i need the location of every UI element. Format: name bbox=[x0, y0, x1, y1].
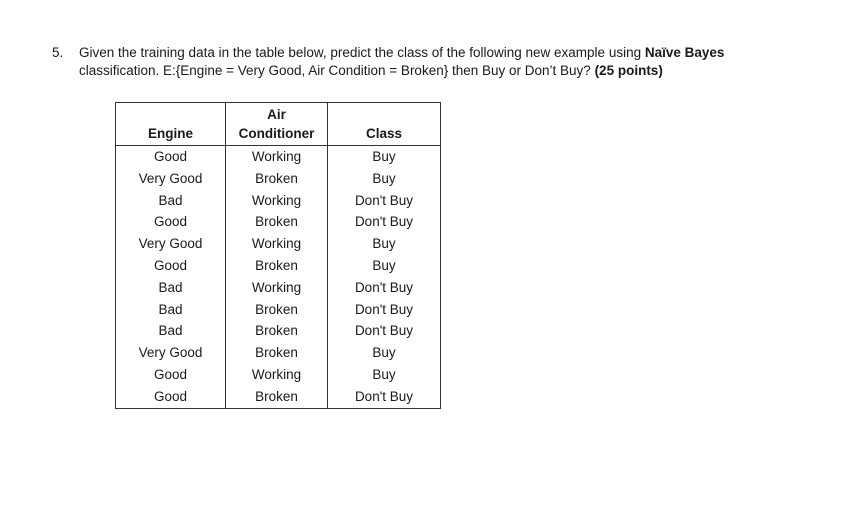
cell-air-conditioner: Broken bbox=[226, 211, 328, 233]
cell-class: Buy bbox=[328, 342, 441, 364]
cell-air-conditioner: Broken bbox=[226, 342, 328, 364]
cell-engine: Good bbox=[116, 211, 226, 233]
cell-engine: Very Good bbox=[116, 342, 226, 364]
cell-engine: Very Good bbox=[116, 168, 226, 190]
table-header-row bbox=[116, 103, 441, 146]
cell-engine: Good bbox=[116, 386, 226, 408]
cell-air-conditioner: Working bbox=[226, 233, 328, 255]
cell-engine: Good bbox=[116, 364, 226, 386]
table-row bbox=[116, 146, 441, 168]
header-engine: Engine bbox=[116, 103, 226, 146]
table-row bbox=[116, 211, 441, 233]
question-points-bold: (25 points) bbox=[594, 63, 663, 78]
cell-engine: Bad bbox=[116, 299, 226, 321]
cell-engine: Good bbox=[116, 255, 226, 277]
table-row bbox=[116, 320, 441, 342]
table-row bbox=[116, 364, 441, 386]
question-line-2-prefix: classification. E:{Engine = Very Good, Air Condition = Broken} then Buy or Don’t Buy? bbox=[79, 63, 595, 78]
cell-class: Don't Buy bbox=[328, 386, 441, 408]
header-class: Class bbox=[328, 103, 441, 146]
header-ac-line-1: Air bbox=[267, 107, 286, 122]
cell-air-conditioner: Working bbox=[226, 146, 328, 168]
cell-class: Buy bbox=[328, 255, 441, 277]
cell-air-conditioner: Broken bbox=[226, 320, 328, 342]
cell-engine: Bad bbox=[116, 277, 226, 299]
question-line-1 bbox=[52, 44, 832, 62]
cell-air-conditioner: Working bbox=[226, 364, 328, 386]
table-row bbox=[116, 168, 441, 190]
question-number: 5. bbox=[52, 45, 64, 60]
cell-air-conditioner: Broken bbox=[226, 299, 328, 321]
cell-class: Buy bbox=[328, 233, 441, 255]
table-row bbox=[116, 255, 441, 277]
question-method-bold: Naïve Bayes bbox=[644, 45, 725, 60]
cell-class: Don't Buy bbox=[328, 211, 441, 233]
header-air-conditioner bbox=[226, 103, 328, 146]
question-text bbox=[52, 44, 832, 80]
table-body bbox=[116, 146, 441, 409]
header-ac-line-2: Conditioner bbox=[238, 126, 315, 141]
cell-class: Buy bbox=[328, 168, 441, 190]
cell-class: Buy bbox=[328, 146, 441, 168]
cell-engine: Good bbox=[116, 146, 226, 168]
cell-air-conditioner: Broken bbox=[226, 255, 328, 277]
question-line-1-text bbox=[79, 44, 724, 62]
table-row bbox=[116, 386, 441, 408]
cell-class: Don't Buy bbox=[328, 277, 441, 299]
cell-air-conditioner: Working bbox=[226, 190, 328, 212]
question-line-2 bbox=[52, 62, 832, 80]
table-row bbox=[116, 299, 441, 321]
cell-air-conditioner: Working bbox=[226, 277, 328, 299]
cell-engine: Bad bbox=[116, 320, 226, 342]
question-line-1-prefix: Given the training data in the table below, predict the class of the following new example using bbox=[79, 45, 645, 60]
cell-engine: Bad bbox=[116, 190, 226, 212]
cell-air-conditioner: Broken bbox=[226, 168, 328, 190]
cell-class: Don't Buy bbox=[328, 320, 441, 342]
cell-engine: Very Good bbox=[116, 233, 226, 255]
table-row bbox=[116, 190, 441, 212]
table-header bbox=[116, 103, 441, 146]
cell-class: Buy bbox=[328, 364, 441, 386]
table-row bbox=[116, 277, 441, 299]
table-row bbox=[116, 233, 441, 255]
cell-air-conditioner: Broken bbox=[226, 386, 328, 408]
table-row bbox=[116, 342, 441, 364]
cell-class: Don't Buy bbox=[328, 299, 441, 321]
cell-class: Don't Buy bbox=[328, 190, 441, 212]
training-data-table bbox=[115, 102, 441, 409]
